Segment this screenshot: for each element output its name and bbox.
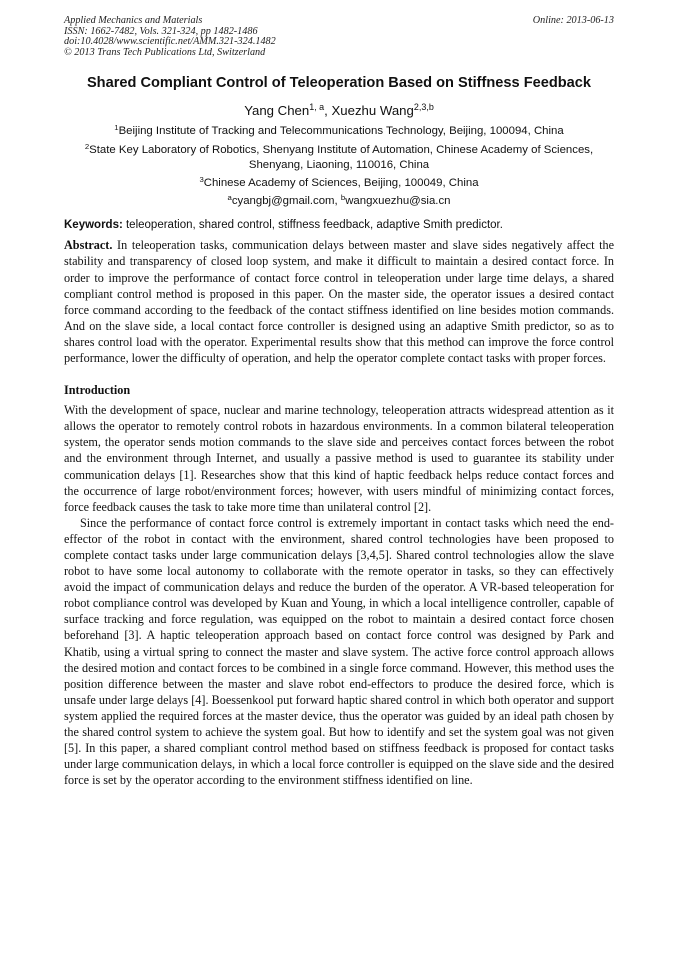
keywords-label: Keywords: [64,219,123,232]
affiliation-marker: 3 [199,174,204,184]
keywords-line [64,219,614,231]
abstract-paragraph [64,237,614,366]
email-link[interactable]: wangxuezhu@sia.cn [345,195,451,208]
author-line [64,103,614,118]
online-date: Online: 2013-06-13 [532,15,614,26]
affiliation-1 [64,124,614,139]
author-separator: , [324,103,332,119]
affiliation-3 [64,176,614,191]
doi-line: doi:10.4028/www.scientific.net/AMM.321-324.1482 [64,36,276,48]
author-superscript: 1, a [309,102,325,113]
author-superscript: 2,3,b [413,102,434,113]
issn-line: ISSN: 1662-7482, Vols. 321-324, pp 1482-1486 [64,25,258,37]
journal-header [64,16,614,58]
affiliation-text: Beijing Institute of Tracking and Telecommunications Technology, Beijing, 100094, China [118,125,564,138]
body-paragraph: Since the performance of contact force control is extremely important in contact tasks which need the end-effector of the robot in contact with the environment, shared control technologies have been proposed to complete contact tasks under large communication delays [3,4,5]. Shared control technologies allow the slave robot to have some local autonomy to collaborate with the remote operator in tasks, so they can effectively avoid the impact of communication delays and reduce the burden of the operator. A VR-based teleoperation for robot compliance control was developed by Kuan and Young, in which a local intelligence controller, capable of surface tracking and force regulation, was equipped on the robot to maintain a desired contact force chosen beforehand [3]. A haptic teleoperation approach based on contact force control was designed by Park and Khatib, using a virtual spring to connect the master and slave system. The active force control approach allows the desired motion and contact forces to be combined in a single force command. However, this method uses the position difference between the master and slave robot end-effectors to produce the desired force, which is unsafe under large delays [4]. Boessenkool put forward haptic shared control in which both operator and support system applied the required forces at the master device, thus the operator was guided by an ideal path chosen by the shared control system to achieve the system goal. But how to identify and set the system goal was not given [5]. In this paper, a shared compliant control method based on stiffness feedback is proposed for contact tasks under large communication delays, in which a local force controller is equipped on the slave side and the desired force is set by the operator according to the environment stiffness identified on line. [64,515,614,788]
affiliation-marker: 1 [114,123,119,133]
affiliation-marker: 2 [84,141,90,151]
copyright-line: © 2013 Trans Tech Publications Ltd, Switzerland [64,46,266,58]
author-emails [64,194,614,209]
paper-title: Shared Compliant Control of Teleoperation Based on Stiffness Feedback [86,75,592,92]
affiliation-text: State Key Laboratory of Robotics, Shenyang Institute of Automation, Chinese Academy of Sciences, Shenyang, Liaoning, 110016, China [89,143,594,171]
abstract-text: In teleoperation tasks, communication delays between master and slave sides negatively affect the stability and transparency of closed loop system, and make it difficult to maintain a desired contact force. In order to improve the performance of contact force control in teleoperation under large time delays, a shared compliant control method is proposed in this paper. On the master side, the operator issues a desired contact force command according to the feedback of the contact stiffness identified on line besides motion commands. And on the slave side, a local contact force controller is designed using an adaptive Smith predictor, so as to shares control load with the operator. Experimental results show that this method can improve the force control performance, lower the difficulty of operation, and help the operator complete contact tasks with proper forces. [64,238,614,366]
email-separator: , [334,195,341,208]
email-marker: a [227,192,232,202]
author-name: Yang Chen [244,103,310,119]
abstract-label: Abstract. [64,238,113,253]
email-marker: b [340,192,346,202]
body-paragraph: With the development of space, nuclear and marine technology, teleoperation attracts widespread attention as it allows the operator to remotely control robots in hazardous environments. In a common bilateral teleoperation system, the operator sends motion commands to the slave side and perceives contact forces between the robot and the environment through Internet, and usually a passive method is used to guarantee its stability under communication delays [1]. Researches show that this kind of haptic feedback helps reduce contact forces and the occurrence of large robot/environment forces; however, with users mindful of minimizing contact forces, force feedback causes the task to take more time than unilateral control [2]. [64,403,614,514]
email-link[interactable]: cyangbj@gmail.com [231,195,335,208]
keywords-text: teleoperation, shared control, stiffness feedback, adaptive Smith predictor. [122,219,503,232]
affiliation-2 [64,143,614,173]
journal-name: Applied Mechanics and Materials [64,15,203,26]
author-name: Xuezhu Wang [331,103,414,119]
affiliation-text: Chinese Academy of Sciences, Beijing, 100049, China [203,176,479,189]
section-heading: Introduction [64,383,131,398]
